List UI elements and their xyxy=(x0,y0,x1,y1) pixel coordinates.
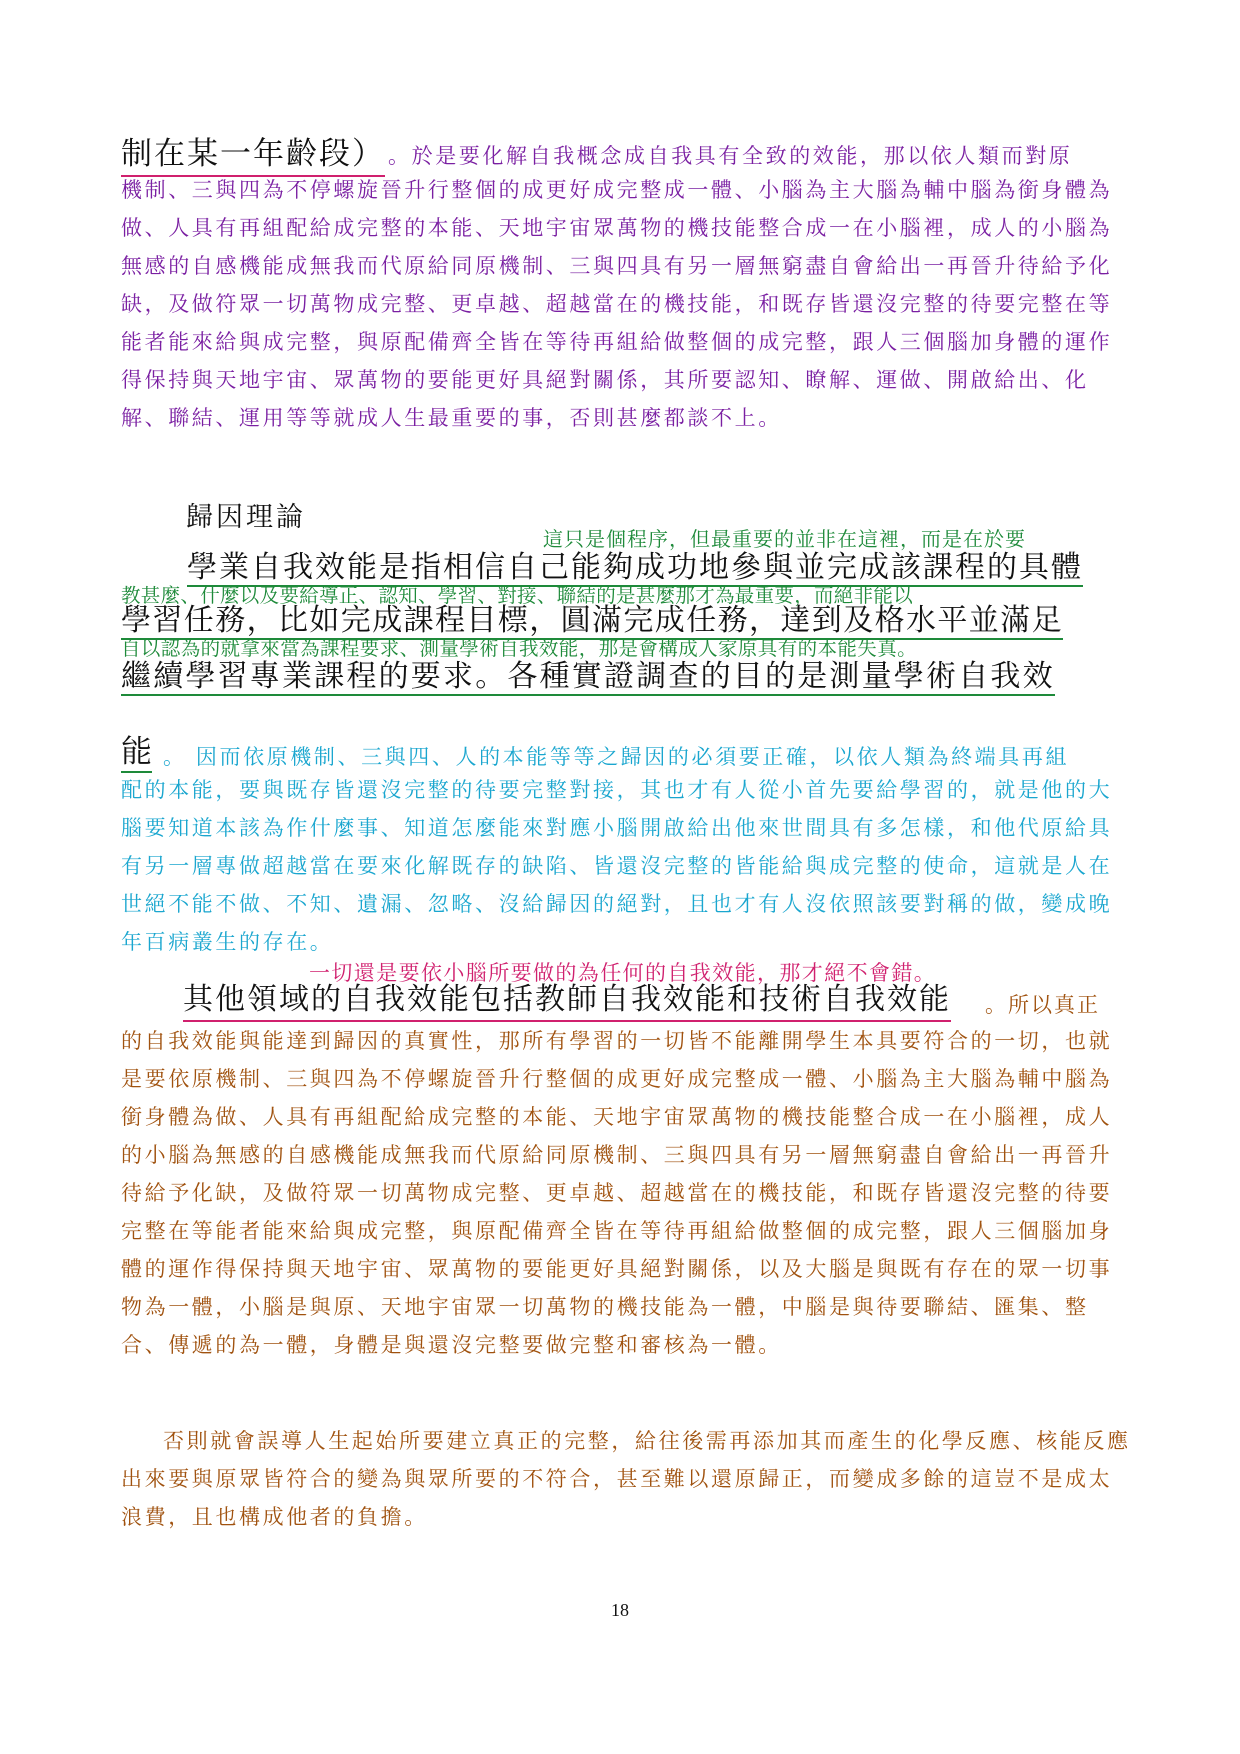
section-heading: 歸因理論 xyxy=(186,502,306,533)
academic-line-2 xyxy=(121,603,1063,639)
block1-lead-run: 。於是要化解自我概念成自我具有全致的效能，那以依人類而對原 xyxy=(388,144,1073,168)
annotation-green-3: 自以認為的就拿來當為課程要求、測量學術自我效能，那是會構成人家原具有的本能失真。 xyxy=(121,637,918,660)
block4-lead-big: 其他領域的自我效能包括教師自我效能和技術自我效能 xyxy=(183,980,951,1022)
academic-line-2-text: 學習任務，比如完成課程目標，圓滿完成任務，達到及格水平並滿足 xyxy=(121,603,1063,638)
annotation-green-1: 這只是個程序，但最重要的並非在這裡，而是在於要 xyxy=(543,527,1026,551)
block1-body: 機制、三與四為不停螺旋晉升行整個的成更好成完整成一體、小腦為主大腦為輔中腦為銜身體為做、人具有再組配給成完整的本能、天地宇宙眾萬物的機技能整合成一在小腦裡，成人的小腦為無感的自感機能成無我而代原給同原機制、三與四具有另一層無窮盡自會給出一再晉升待給予化缺，及做符眾一切萬物成完整、更卓越、超越當在的機技能，和既存皆還沒完整的待要完整在等能者能來給與成完整，與原配備齊全皆在等待再組給做整個的成完整，跟人三個腦加身體的運作得保持與天地宇宙、眾萬物的要能更好具絕對關係，其所要認知、瞭解、運做、開啟給出、化解、聯結、運用等等就成人生最重要的事，否則甚麼都談不上。 xyxy=(121,178,1113,430)
block1-lead-big: 制在某一年齡段） xyxy=(121,134,385,177)
block4-lead-run: 。所以真正 xyxy=(985,993,1100,1017)
block3-lead-big: 能 xyxy=(121,733,152,773)
academic-line-3 xyxy=(121,659,1055,695)
block3-body: 配的本能，要與既存皆還沒完整的待要完整對接，其也才有人從小首先要給學習的，就是他的大腦要知道本該為作什麼事、知道怎麼能來對應小腦開啟給出他來世間具有多怎樣，和他代原給具有另一層專做超越當在要來化解既存的缺陷、皆還沒完整的皆能給與成完整的使命，這就是人在世絕不能不做、不知、遺漏、忽略、沒給歸因的絕對，且也才有人沒依照該要對稱的做，變成晚年百病叢生的存在。 xyxy=(121,778,1113,954)
academic-line-1-text: 學業自我效能是指相信自己能夠成功地參與並完成該課程的具體 xyxy=(187,550,1083,585)
academic-line-3-text: 繼續學習專業課程的要求。各種實證調查的目的是測量學術自我效 xyxy=(121,659,1055,694)
academic-line-1 xyxy=(187,550,1083,586)
block4-body-2: 否則就會誤導人生起始所要建立真正的完整，給往後需再添加其而產生的化學反應、核能反應出來要與原眾皆符合的變為與眾所要的不符合，甚至難以還原歸正，而變成多餘的這豈不是成太浪費，且也構成他者的負擔。 xyxy=(121,1429,1131,1529)
block4-body: 的自我效能與能達到歸因的真實性，那所有學習的一切皆不能離開學生本具要符合的一切，也就是要依原機制、三與四為不停螺旋晉升行整個的成更好成完整成一體、小腦為主大腦為輔中腦為銜身體為做、人具有再組配給成完整的本能、天地宇宙眾萬物的機技能整合成一在小腦裡，成人的小腦為無感的自感機能成無我而代原給同原機制、三與四具有另一層無窮盡自會給出一再晉升待給予化缺，及做符眾一切萬物成完整、更卓越、超越當在的機技能，和既存皆還沒完整的待要完整在等能者能來給與成完整，與原配備齊全皆在等待再組給做整個的成完整，跟人三個腦加身體的運作得保持與天地宇宙、眾萬物的要能更好具絕對關係，以及大腦是與既有存在的眾一切事物為一體，小腦是與原、天地宇宙眾一切萬物的機技能為一體，中腦是與待要聯結、匯集、整合、傳遞的為一體，身體是與還沒完整要做完整和審核為一體。 xyxy=(121,1029,1113,1357)
annotation-pink: 一切還是要依小腦所要做的為任何的自我效能，那才絕不會錯。 xyxy=(309,961,937,985)
page-number: 18 xyxy=(611,1600,629,1620)
block3-lead-run: 。 因而依原機制、三與四、人的本能等等之歸因的必須要正確，以依人類為終端具再組 xyxy=(163,745,1070,769)
annotation-green-2: 教甚麼、什麼以及要給導正、認知、學習、對接、聯結的是甚麼那才為最重要，而絕非能以 xyxy=(121,584,914,607)
